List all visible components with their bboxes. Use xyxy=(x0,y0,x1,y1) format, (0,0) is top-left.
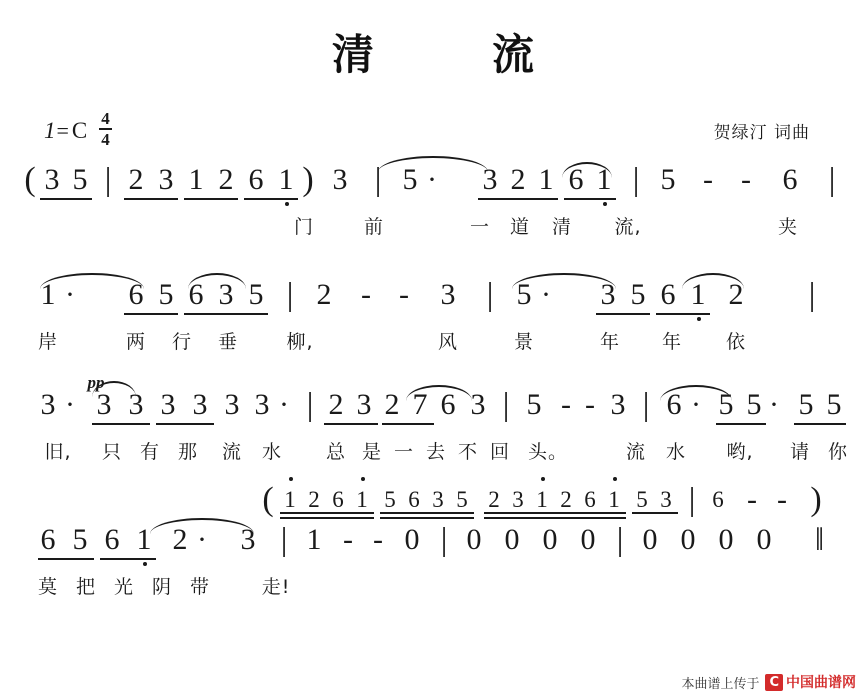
note-token: 3 xyxy=(254,388,270,421)
note-token: 6 xyxy=(568,163,584,196)
note-token: | xyxy=(374,162,382,198)
note-token: 3 xyxy=(40,388,56,421)
note-token: 6 xyxy=(40,523,56,556)
lyric-syllable: 带 xyxy=(189,576,211,598)
lyric-syllable: 依 xyxy=(725,331,747,353)
note-token: 3 xyxy=(440,278,456,311)
lyric-syllable: 流 xyxy=(625,441,647,463)
note-token: 0 xyxy=(580,523,596,556)
note-token: | xyxy=(486,277,494,313)
note-token: 5 xyxy=(746,388,762,421)
lyric-syllable: 只 xyxy=(101,441,123,463)
note-token: 6 xyxy=(712,487,724,512)
lyrics-row-4 xyxy=(0,572,866,602)
note-token: · xyxy=(65,278,75,311)
note-token: ) xyxy=(810,481,822,518)
lyric-syllable: 前 xyxy=(363,216,385,238)
note-token: · xyxy=(691,388,701,421)
note-token: 1 xyxy=(690,278,706,311)
note-token: | xyxy=(286,277,294,313)
lyric-syllable: 两 xyxy=(125,331,147,353)
note-token: 5 xyxy=(826,388,842,421)
note-token: 6 xyxy=(248,163,264,196)
note-token: 6 xyxy=(782,163,798,196)
note-token: 3 xyxy=(158,163,174,196)
lyrics-row-1 xyxy=(0,212,866,242)
note-token: 3 xyxy=(660,487,672,512)
note-token: 2 xyxy=(172,523,188,556)
note-token: 0 xyxy=(718,523,734,556)
note-token: 2 xyxy=(510,163,526,196)
lyric-syllable: 总 xyxy=(325,441,347,463)
logo-mark: C xyxy=(765,674,783,691)
music-system-4-interlude xyxy=(0,480,866,520)
note-token: 1 xyxy=(608,487,620,512)
note-token: 3 xyxy=(192,388,208,421)
note-token: 5 xyxy=(718,388,734,421)
note-token: · xyxy=(197,523,207,556)
lyric-syllable: 头。 xyxy=(527,441,569,463)
note-token: · xyxy=(541,278,551,311)
note-token: 3 xyxy=(482,163,498,196)
note-token: 1 xyxy=(188,163,204,196)
lyric-syllable: 走! xyxy=(261,576,291,598)
footer-watermark xyxy=(681,672,856,692)
note-token: 5 xyxy=(72,163,88,196)
key-letter: C xyxy=(71,118,88,143)
music-system-4 xyxy=(0,520,866,602)
note-token: 2 xyxy=(728,278,744,311)
note-token: - xyxy=(585,388,595,421)
lyric-syllable: 是 xyxy=(361,441,383,463)
note-token: ‖ xyxy=(814,522,822,558)
note-token: 5 xyxy=(384,487,396,512)
note-token: 3 xyxy=(332,163,348,196)
note-token: 0 xyxy=(542,523,558,556)
lyric-syllable: 那 xyxy=(177,441,199,463)
octave-dot xyxy=(603,202,607,206)
note-token: 5 xyxy=(248,278,264,311)
music-system-3 xyxy=(0,373,866,467)
note-token: 1 xyxy=(356,487,368,512)
note-token: - xyxy=(373,523,383,556)
note-token: 5 xyxy=(72,523,88,556)
note-token: ( xyxy=(262,481,274,518)
note-token: 0 xyxy=(404,523,420,556)
note-token: | xyxy=(828,162,836,198)
lyric-syllable: 清 xyxy=(551,216,573,238)
note-token: 3 xyxy=(512,487,524,512)
lyric-syllable: 流 xyxy=(221,441,243,463)
note-token: 2 xyxy=(128,163,144,196)
lyric-syllable: 水 xyxy=(665,441,687,463)
note-token: - xyxy=(741,163,751,196)
note-token: · xyxy=(427,163,437,196)
beam xyxy=(484,517,626,519)
octave-dot xyxy=(697,317,701,321)
notes-row-1 xyxy=(0,160,866,212)
note-token: 5 xyxy=(456,487,468,512)
note-token: · xyxy=(279,388,289,421)
notes-row-3 xyxy=(0,373,866,437)
lyric-syllable: 有 xyxy=(139,441,161,463)
note-token: 3 xyxy=(96,388,112,421)
note-token: 6 xyxy=(332,487,344,512)
note-token: | xyxy=(808,277,816,313)
lyric-syllable: 水 xyxy=(261,441,283,463)
note-token: | xyxy=(104,162,112,198)
note-token: 0 xyxy=(642,523,658,556)
note-token: | xyxy=(280,522,288,558)
note-token: 5 xyxy=(660,163,676,196)
note-token: 6 xyxy=(408,487,420,512)
lyric-syllable: 景 xyxy=(513,331,535,353)
note-token: 5 xyxy=(798,388,814,421)
key-signature xyxy=(44,109,112,150)
lyric-syllable: 不 xyxy=(457,441,479,463)
octave-dot xyxy=(143,562,147,566)
note-token: 3 xyxy=(240,523,256,556)
page-title: 清 流 xyxy=(331,30,572,79)
note-token: 2 xyxy=(308,487,320,512)
note-token: 0 xyxy=(504,523,520,556)
note-token: 2 xyxy=(560,487,572,512)
note-token: - xyxy=(361,278,371,311)
note-token: 0 xyxy=(466,523,482,556)
lyric-syllable: 风 xyxy=(437,331,459,353)
note-token: 1 xyxy=(284,487,296,512)
note-token: | xyxy=(642,387,650,423)
time-signature xyxy=(99,110,112,148)
site-logo xyxy=(765,672,856,692)
note-token: - xyxy=(399,278,409,311)
composer-credit: 贺绿汀 词曲 xyxy=(713,123,810,143)
lyric-syllable: 门 xyxy=(293,216,315,238)
note-token: ) xyxy=(302,161,314,198)
lyric-syllable: 岸 xyxy=(37,331,59,353)
note-token: 3 xyxy=(470,388,486,421)
note-token: 3 xyxy=(218,278,234,311)
lyric-syllable: 道 xyxy=(509,216,531,238)
note-token: - xyxy=(561,388,571,421)
note-token: 5 xyxy=(402,163,418,196)
lyrics-row-2 xyxy=(0,327,866,357)
note-token: - xyxy=(747,483,757,516)
lyric-syllable: 去 xyxy=(425,441,447,463)
note-token: | xyxy=(502,387,510,423)
note-token: 3 xyxy=(356,388,372,421)
note-token: 1 xyxy=(136,523,152,556)
note-token: 2 xyxy=(488,487,500,512)
note-token: 5 xyxy=(636,487,648,512)
lyric-syllable: 夹 xyxy=(777,216,799,238)
music-system-2 xyxy=(0,275,866,357)
lyric-syllable: 回 xyxy=(489,441,511,463)
lyric-syllable: 莫 xyxy=(37,576,59,598)
note-token: 3 xyxy=(600,278,616,311)
beam xyxy=(484,512,626,514)
key-number: 1 xyxy=(44,118,56,143)
note-token: 2 xyxy=(316,278,332,311)
note-token: 3 xyxy=(128,388,144,421)
note-token: · xyxy=(769,388,779,421)
note-token: 6 xyxy=(128,278,144,311)
lyric-syllable: 流, xyxy=(614,216,642,238)
note-token: 1 xyxy=(538,163,554,196)
lyric-syllable: 垂 xyxy=(217,331,239,353)
lyric-syllable: 旧, xyxy=(44,441,72,463)
lyric-syllable: 年 xyxy=(599,331,621,353)
note-token: 3 xyxy=(160,388,176,421)
logo-text: 中国曲谱网 xyxy=(786,675,856,691)
note-token: 5 xyxy=(158,278,174,311)
note-token: | xyxy=(688,482,696,518)
note-token: | xyxy=(440,522,448,558)
note-token: 6 xyxy=(440,388,456,421)
notes-row-2 xyxy=(0,275,866,327)
note-token: 3 xyxy=(610,388,626,421)
time-signature-denominator: 4 xyxy=(101,130,110,149)
note-token: 1 xyxy=(40,278,56,311)
lyric-syllable: 阴 xyxy=(151,576,173,598)
note-token: 2 xyxy=(328,388,344,421)
lyric-syllable: 一 xyxy=(393,441,415,463)
note-token: 3 xyxy=(44,163,60,196)
note-token: 5 xyxy=(516,278,532,311)
music-system-1 xyxy=(0,160,866,242)
note-token: 6 xyxy=(666,388,682,421)
lyric-syllable: 一 xyxy=(469,216,491,238)
lyric-syllable: 把 xyxy=(75,576,97,598)
time-signature-numerator: 4 xyxy=(101,109,110,128)
note-token: 6 xyxy=(660,278,676,311)
lyric-syllable: 请 xyxy=(789,441,811,463)
lyric-syllable: 光 xyxy=(113,576,135,598)
note-token: 0 xyxy=(756,523,772,556)
notes-row-4-upper xyxy=(0,480,866,520)
note-token: 5 xyxy=(526,388,542,421)
note-token: - xyxy=(777,483,787,516)
note-token: 5 xyxy=(630,278,646,311)
footer-text: 本曲谱上传于 xyxy=(681,676,760,692)
lyric-syllable: 行 xyxy=(171,331,193,353)
note-token: 1 xyxy=(278,163,294,196)
note-token: · xyxy=(65,388,75,421)
note-token: 7 xyxy=(412,388,428,421)
note-token: | xyxy=(306,387,314,423)
lyric-syllable: 哟, xyxy=(726,441,754,463)
note-token: 6 xyxy=(188,278,204,311)
lyric-syllable: 年 xyxy=(661,331,683,353)
lyrics-row-3 xyxy=(0,437,866,467)
note-token: 1 xyxy=(306,523,322,556)
note-token: - xyxy=(343,523,353,556)
note-token: 2 xyxy=(384,388,400,421)
note-token: pp xyxy=(87,373,105,392)
note-token: 0 xyxy=(680,523,696,556)
note-token: 1 xyxy=(596,163,612,196)
note-token: 6 xyxy=(584,487,596,512)
lyric-syllable: 柳, xyxy=(286,331,314,353)
note-token: 6 xyxy=(104,523,120,556)
lyric-syllable: 你 xyxy=(827,441,849,463)
note-token: 2 xyxy=(218,163,234,196)
octave-dot xyxy=(285,202,289,206)
notes-row-4 xyxy=(0,520,866,572)
key-equals: = xyxy=(56,118,69,143)
note-token: | xyxy=(632,162,640,198)
note-token: 3 xyxy=(432,487,444,512)
note-token: ( xyxy=(24,161,36,198)
note-token: 1 xyxy=(536,487,548,512)
note-token: - xyxy=(703,163,713,196)
note-token: 3 xyxy=(224,388,240,421)
note-token: | xyxy=(616,522,624,558)
